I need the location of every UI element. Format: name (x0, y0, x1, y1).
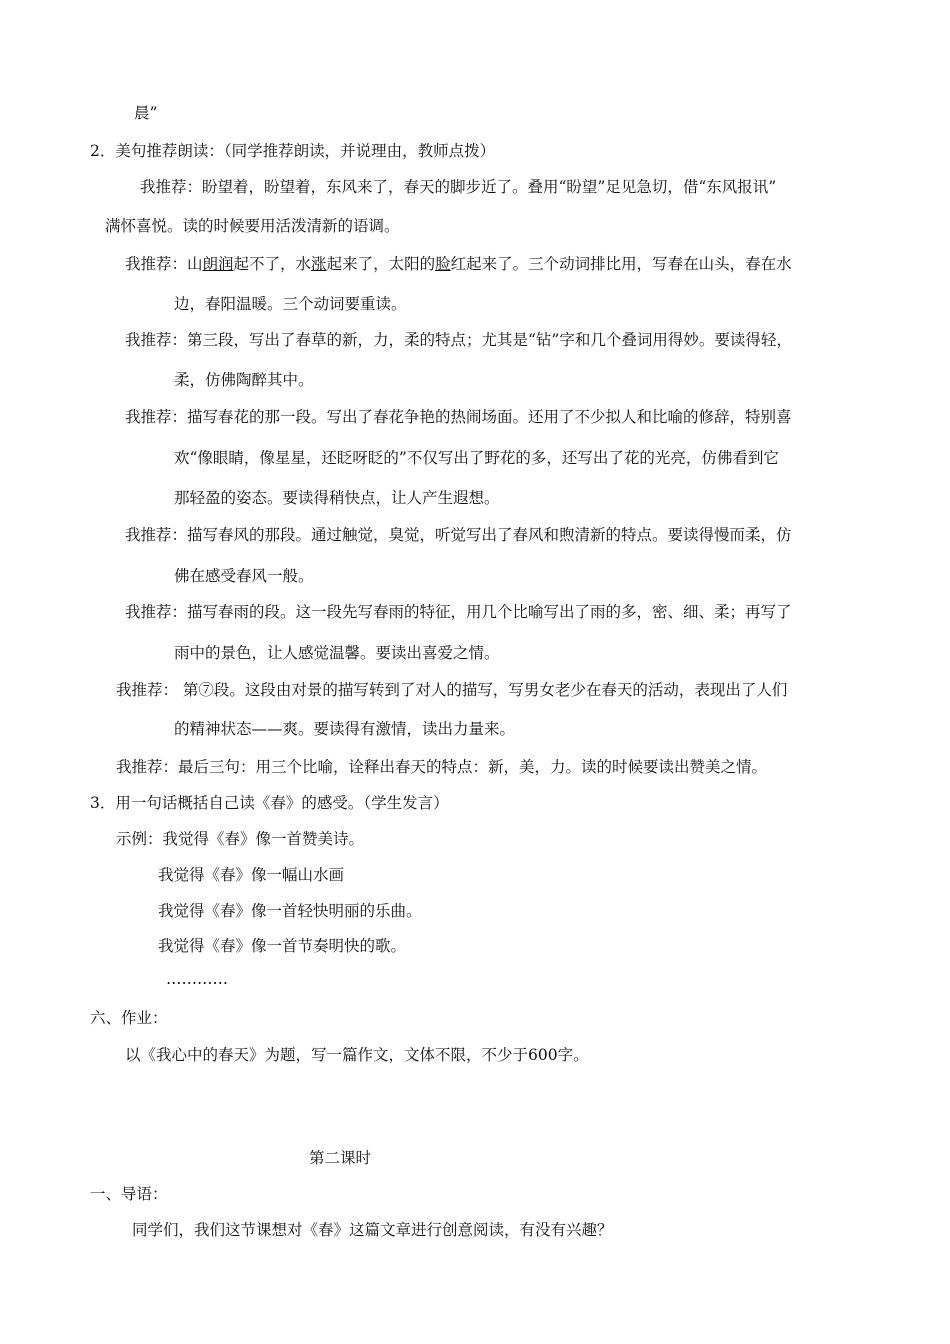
recommend-6-line-1: 我推荐：描写春雨的段。这一段先写春雨的特征，用几个比喻写出了雨的多，密、细、柔；再写了 (125, 603, 792, 621)
underlined-word: 朗润 (202, 255, 234, 273)
recommend-5-line-2: 佛在感受春风一般。 (174, 567, 314, 585)
section-3-heading: 3．用一句话概括自己读《春》的感受。（学生发言） (90, 794, 449, 812)
recommend-7-line-2: 的精神状态——爽。要读得有激情，读出力量来。 (174, 720, 516, 738)
text-segment: 起不了，水 (233, 255, 312, 273)
intro-heading: 一、导语： (90, 1185, 168, 1203)
recommend-2-line-2: 边，春阳温暖。三个动词要重读。 (174, 295, 407, 313)
recommend-4-line-3: 那轻盈的姿态。要读得稍快点，让人产生遐想。 (174, 489, 500, 507)
recommend-4-line-1: 我推荐：描写春花的那一段。写出了春花争艳的热闹场面。还用了不少拟人和比喻的修辞，特别喜 (125, 408, 792, 426)
example-4: 我觉得《春》像一首节奏明快的歌。 (158, 937, 407, 955)
recommend-4-line-2: 欢“像眼睛，像星星，还眨呀眨的”不仅写出了野花的多，还写出了花的光亮，仿佛看到它 (174, 449, 779, 467)
recommend-5-line-1: 我推荐：描写春风的那段。通过触觉，臭觉，听觉写出了春风和煦清新的特点。要读得慢而柔，仿 (125, 526, 792, 544)
intro-text: 同学们，我们这节课想对《春》这篇文章进行创意阅读，有没有兴趣？ (132, 1221, 613, 1239)
line-continuation: 晨” (134, 104, 158, 122)
section-2-heading: 2．美句推荐朗读：（同学推荐朗读，并说理由，教师点拨） (90, 142, 496, 160)
second-lesson-title: 第二课时 (309, 1149, 372, 1167)
text-segment: 起来了，太阳的 (326, 255, 436, 273)
homework-text: 以《我心中的春天》为题，写一篇作文，文体不限，不少于600字。 (125, 1046, 589, 1064)
recommend-1-line-1: 我推荐：盼望着，盼望着，东风来了，春天的脚步近了。叠用“盼望”足见急切，借“东风报讯” (140, 178, 777, 196)
text-segment: 红起来了。三个动词排比用，写春在山头，春在水 (450, 255, 792, 273)
text-segment: 我推荐：山 (125, 255, 203, 273)
recommend-3-line-1: 我推荐：第三段，写出了春草的新，力，柔的特点；尤其是“钻”字和几个叠词用得妙。要读得轻， (125, 331, 792, 349)
recommend-6-line-2: 雨中的景色，让人感觉温馨。要读出喜爱之情。 (174, 644, 500, 662)
underlined-word: 脸 (435, 255, 451, 273)
homework-heading: 六、作业： (90, 1009, 168, 1027)
ellipsis: ………… (166, 970, 228, 988)
recommend-7-line-1: 我推荐： 第⑦段。这段由对景的描写转到了对人的描写，写男女老少在春天的活动，表现出了人们 (116, 681, 788, 699)
example-3: 我觉得《春》像一首轻快明丽的乐曲。 (158, 902, 422, 920)
recommend-3-line-2: 柔，仿佛陶醉其中。 (174, 371, 314, 389)
example-2: 我觉得《春》像一幅山水画 (158, 866, 345, 884)
recommend-8-line-1: 我推荐：最后三句：用三个比喻，诠释出春天的特点：新，美，力。读的时候要读出赞美之情。 (116, 758, 768, 776)
recommend-1-line-2: 满怀喜悦。读的时候要用活泼清新的语调。 (105, 217, 400, 235)
example-1: 示例：我觉得《春》像一首赞美诗。 (116, 830, 365, 848)
recommend-2-line-1 (125, 254, 792, 274)
underlined-word: 涨 (311, 255, 327, 273)
